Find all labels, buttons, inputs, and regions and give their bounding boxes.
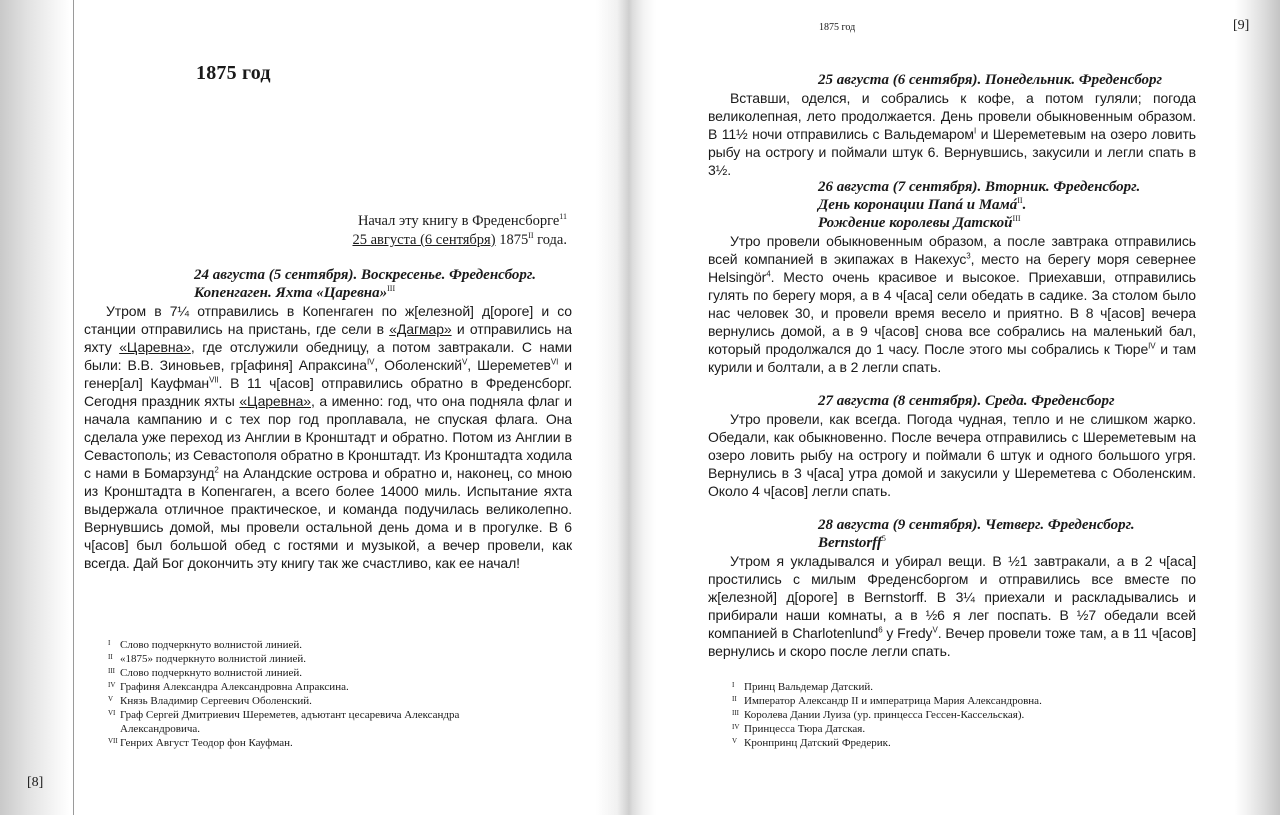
entry-heading-line: 26 августа (7 сентября). Вторник. Фреденсборг. — [818, 179, 1141, 195]
text-run: , место на берегу моря севернее Helsingör — [708, 251, 1196, 285]
footnote-ref: IV — [1148, 341, 1156, 351]
text-run: , Шереметев — [467, 357, 551, 373]
footnote-ref: VI — [550, 357, 559, 367]
footnote — [108, 666, 538, 680]
entry-heading-line: Рождение королевы Датской — [818, 215, 1013, 231]
footnote — [108, 694, 538, 708]
entry-heading: 25 августа (6 сентября). Понедельник. Фреденсборг — [818, 72, 1163, 88]
entry-heading-line: День коронации Папá и Мамá — [818, 197, 1018, 213]
footnote-number: III — [108, 667, 115, 675]
entry-heading-line: 28 августа (9 сентября). Четверг. Фреденсборг. — [818, 517, 1135, 533]
footnote-text: Принцесса Тюра Датская. — [744, 723, 866, 735]
footnote-ref: III — [387, 284, 396, 293]
entry-body: Утро провели, как всегда. Погода чудная, тепло и не слишком жарко. Обедали, как обыкновенно. После вечера отправились с Шереметевым на озеро ловить рыбу на острогу и поймали 6 штук и одного большого угря. Вернулись в 3 ч[аса] утра домой и закусили у Шереметева с Оболенским. Около 4 ч[асов] легли спать. — [708, 411, 1196, 499]
text-run: , а именно: год, что она подняла флаг и начала кампанию и с тех пор год проплавала, не спуская флага. Она сделала уже переход из Англии в Кронштадт и обратно. Потом из Англии в Севастополь; из Севастополя обратно в Кронштадт. Из Кронштадта ходила с нами в Бомарзунд — [84, 393, 573, 481]
text-run: Утро провели обыкновенным образом, а после завтрака отправились всей компанией в экипажах в Накехус — [708, 233, 1196, 267]
page-number-left: [8] — [27, 775, 44, 790]
text-run: Утром я укладывался и убирал вещи. В ½1 завтракали, а в 2 ч[аса] простились с милым Фреденсборгом и отправились все вместе по ж[елезной] д[ороге] в Bernstorff. В 3¼ приехали и раскладывались и прибирали наши комнаты, а в ½6 я лег поспать. В ½7 обедали всей компанией в Charlotenlund — [708, 553, 1196, 641]
epigraph-tail: года. — [533, 232, 567, 248]
entry-heading — [84, 266, 572, 302]
footnote — [108, 708, 538, 736]
footnote-number: VII — [108, 737, 118, 745]
book-gutter — [596, 0, 656, 815]
footnote — [732, 736, 1172, 750]
text-run: и Шереметевым на озеро ловить рыбу на острогу и поймали штук 6. Вернувшись, закусили и легли спать в 3½. — [708, 126, 1196, 178]
footnote-number: V — [732, 737, 738, 745]
footnote-ref: II — [1017, 196, 1023, 205]
book-left-edge — [0, 0, 70, 815]
footnote-text: Император Александр II и императрица Мария Александровна. — [744, 695, 1042, 707]
footnote-text: Генрих Август Теодор фон Кауфман. — [120, 737, 293, 749]
footnote-ref: 6 — [878, 625, 883, 635]
footnote — [732, 708, 1172, 722]
footnote — [108, 736, 538, 750]
text-run: у Fredy — [882, 625, 933, 641]
footnotes — [732, 680, 1172, 750]
footnote-text: Граф Сергей Дмитриевич Шереметев, адъютант цесаревича Александра Александровича. — [120, 709, 460, 735]
underlined-word: «Царевна» — [119, 339, 191, 355]
text-run: . Вечер провели тоже там, а в 11 ч[асов] вернулись и скоро после легли спать. — [708, 625, 1196, 659]
epigraph — [352, 212, 567, 250]
left-margin-rule — [73, 0, 74, 815]
footnote-text: Графиня Александра Александровна Апраксина. — [120, 681, 349, 693]
footnote-number: IV — [108, 681, 116, 689]
diary-entry — [708, 392, 1196, 500]
diary-entry — [708, 178, 1196, 376]
entry-heading-line: Копенгаген. Яхта «Царевна» — [194, 285, 388, 301]
footnote-number: VI — [108, 709, 116, 717]
footnote-ref: V — [462, 357, 468, 367]
running-head: 1875 год — [819, 22, 856, 33]
book-right-edge — [1235, 0, 1280, 815]
footnote-text: Князь Владимир Сергеевич Оболенский. — [120, 695, 312, 707]
entry-heading: 26 августа (7 сентября). Вторник. Фреденсборг. День коронации Папá и Мамá$^{II}$. Рождение королевы Датской$^{III}$ — [708, 178, 1196, 232]
footnote — [108, 680, 538, 694]
footnote-number: I — [108, 639, 111, 647]
footnote — [108, 652, 538, 666]
epigraph-year: 1875 — [495, 232, 529, 248]
footnote-text: Слово подчеркнуто волнистой линией. — [120, 639, 303, 651]
right-page — [708, 0, 1196, 815]
footnote-text: Принц Вальдемар Датский. — [744, 681, 873, 693]
text-run: , где отслужили обедницу, а потом завтракали. С нами были: В.В. Зиновьев, гр[афиня] Апраксина — [84, 339, 572, 373]
footnote-number: V — [108, 695, 114, 703]
text-run: , Оболенский — [374, 357, 463, 373]
epigraph-date: 25 августа (6 сентября) — [352, 232, 496, 248]
underlined-word: «Царевна» — [239, 393, 311, 409]
left-page — [84, 0, 572, 815]
footnote-ref: 11 — [559, 212, 567, 222]
footnote — [732, 694, 1172, 708]
footnote — [108, 638, 538, 652]
footnotes — [108, 638, 538, 750]
entry-heading: 27 августа (8 сентября). Среда. Фреденсборг — [818, 393, 1115, 409]
entry-heading — [708, 516, 1196, 552]
entry-heading-line: Bernstorff — [818, 535, 882, 551]
footnote-number: II — [732, 695, 737, 703]
entry-body — [84, 302, 572, 572]
diary-entry — [708, 516, 1196, 660]
footnote-ref: IV — [366, 357, 375, 367]
footnote-ref: VII — [209, 375, 219, 385]
underlined-word: «Дагмар» — [389, 321, 452, 337]
text-run: и отправились на яхту — [84, 321, 572, 355]
footnote — [732, 680, 1172, 694]
text-run: Вставши, оделся, и собрались к кофе, а потом гуляли; погода великолепная, лето продолжается. День провели обыкновенным образом. В 11½ ночи отправились с Вальдемаром — [708, 90, 1196, 142]
footnote-ref: 5 — [881, 534, 886, 543]
page-number-right: [9] — [1233, 18, 1250, 33]
footnote-ref: 3 — [966, 251, 971, 261]
text-run: . В 11 ч[асов] отправились обратно в Фреденсборг. Сегодня праздник яхты — [84, 375, 573, 409]
footnote-number: IV — [732, 723, 740, 731]
footnote-text: Королева Дании Луиза (ур. принцесса Гессен-Кассельская). — [744, 709, 1025, 721]
footnote-number: III — [732, 709, 739, 717]
footnote-ref: 2 — [214, 465, 219, 475]
footnote-ref: V — [932, 625, 938, 635]
footnote-ref: 4 — [766, 269, 771, 279]
text-run: и там курили и болтали, а в 2 легли спать. — [708, 341, 1196, 375]
footnote-text: Слово подчеркнуто волнистой линией. — [120, 667, 303, 679]
entry-body — [708, 232, 1196, 376]
footnote-text: «1875» подчеркнуто волнистой линией. — [120, 653, 307, 665]
footnote-ref: I — [973, 126, 977, 136]
chapter-title: 1875 год — [196, 62, 271, 84]
diary-entry — [84, 266, 572, 572]
entry-heading-line: 24 августа (5 сентября). Воскресенье. Фреденсборг. — [194, 267, 536, 283]
footnote — [732, 722, 1172, 736]
text-run: . Место очень красивое и высокое. Приехавши, отправились гулять по берегу моря, а в 4 ч[аса] сели обедать в садике. За столом было нас человек 30, и провели время весело и приятно. В 8 ч[асов] вечера вернулись домой, а в 9 ч[асов] снова все собрались на маленький бал, который продолжался до 1 часу. После этого мы собрались к Тюре — [708, 269, 1196, 357]
footnote-ref: II — [528, 231, 534, 241]
footnote-ref: III — [1012, 214, 1021, 223]
footnote-number: I — [732, 681, 735, 689]
diary-entry — [708, 71, 1196, 179]
epigraph-line1: Начал эту книгу в Фреденсборге — [357, 213, 560, 229]
footnote-text: Кронпринц Датский Фредерик. — [744, 737, 891, 749]
text-run: на Аландские острова и обратно и, наконец, со мною из Кронштадта в Копенгаген, а всего более 14000 миль. Испытание яхта выдержала отличное практическое, и команда подучилась великолепно. Вернувшись домой, мы провели остальной день дома и в прогулке. В 6 ч[асов] был большой обед с гостями и музыкой, а вечер провели, как всегда. Дай Бог докончить эту книгу так же счастливо, как ее начал! — [84, 465, 572, 571]
footnote-number: II — [108, 653, 113, 661]
text-run: Утром в 7¼ отправились в Копенгаген по ж[елезной] д[ороге] и со станции отправились на пристань, где сели в — [84, 303, 572, 337]
entry-body — [708, 89, 1196, 179]
entry-body — [708, 552, 1196, 660]
text-run: и генер[ал] Кауфман — [84, 357, 572, 391]
